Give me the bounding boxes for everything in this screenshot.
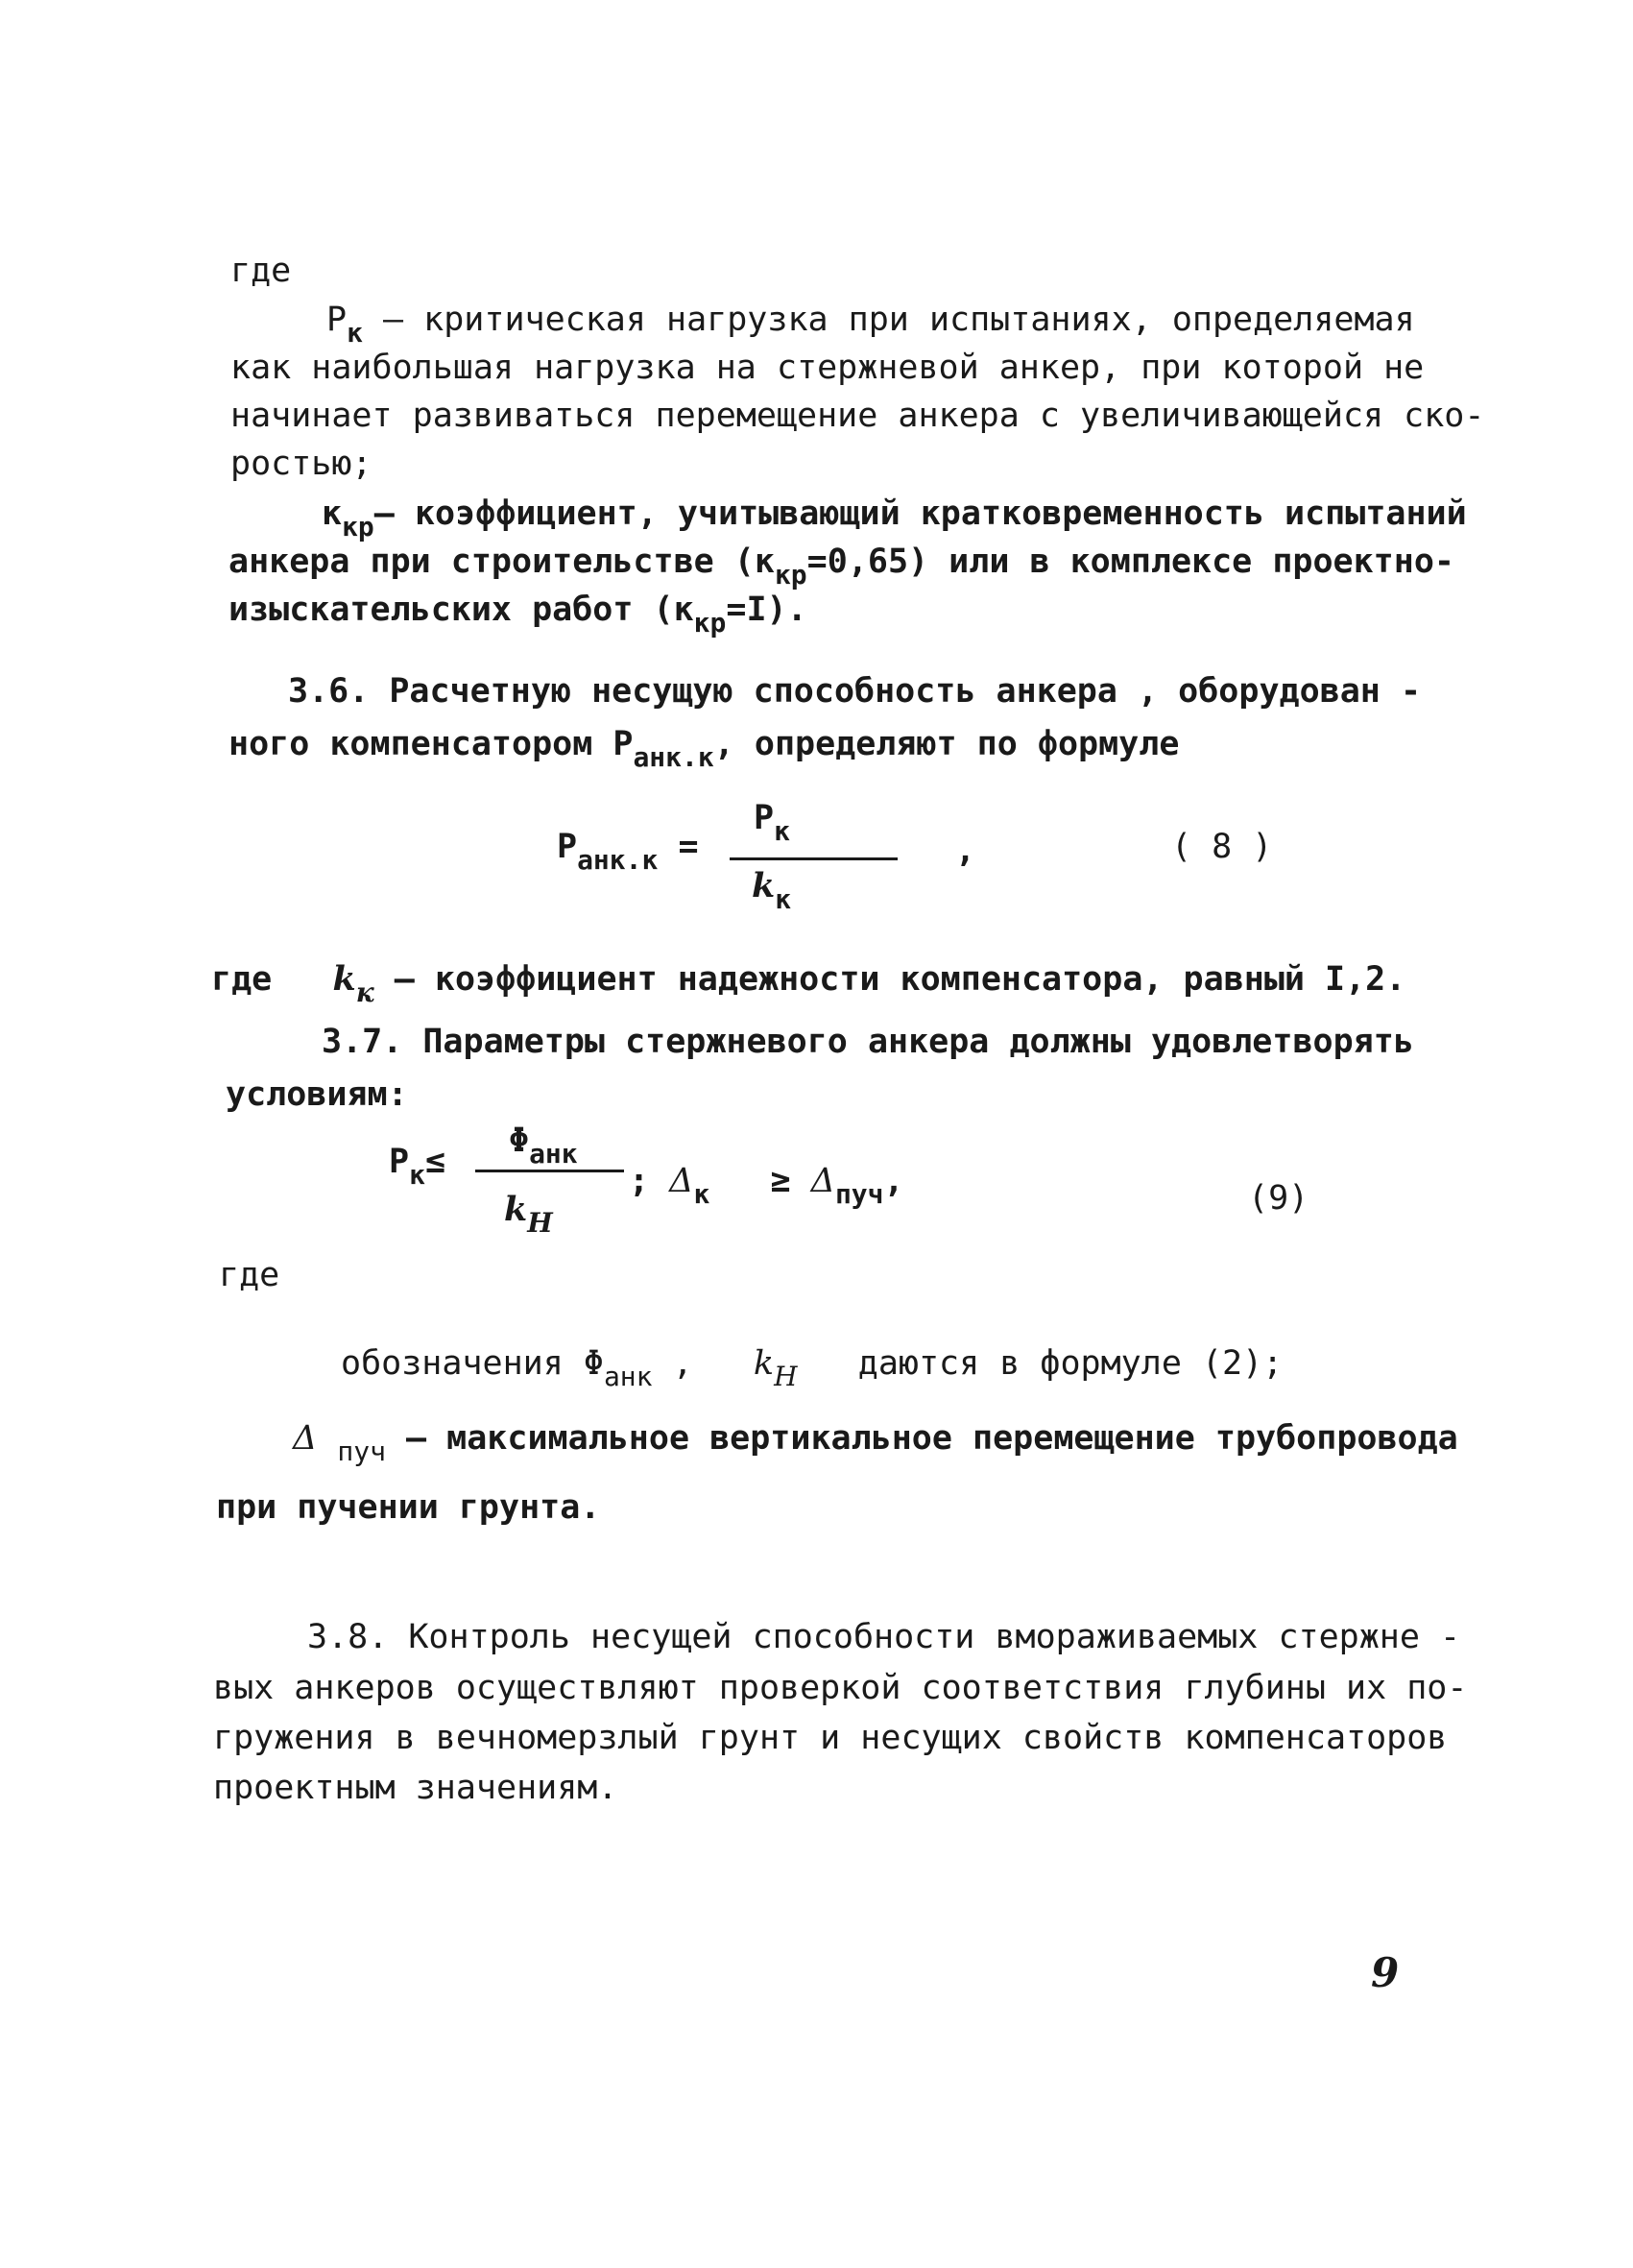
subscript: к bbox=[355, 977, 374, 1008]
formula-symbol: P bbox=[754, 799, 775, 837]
text-span: изыскательских работ (к bbox=[228, 591, 694, 629]
where-label-3 bbox=[219, 1256, 279, 1294]
text-span: 3.8. Контроль несущей способности вмораживаемых стержне - bbox=[307, 1618, 1461, 1656]
subscript: анк.к bbox=[577, 844, 659, 876]
delta-symbol: Δ bbox=[669, 1162, 694, 1200]
subscript: H bbox=[774, 1361, 798, 1392]
text-span: обозначения Φ bbox=[341, 1344, 604, 1383]
subscript: к bbox=[775, 883, 792, 915]
formula-9-denominator bbox=[504, 1190, 553, 1239]
subscript: анк bbox=[603, 1361, 653, 1392]
delta-puch-definition: – максимальное вертикальное перемещение трубопровода bbox=[406, 1419, 1458, 1458]
kk-symbol: k bbox=[332, 959, 356, 999]
formula-9-fraction-bar bbox=[475, 1170, 624, 1172]
formula-symbol: P bbox=[557, 828, 578, 866]
text-span: , bbox=[672, 1344, 693, 1383]
section-3-7-line-1 bbox=[322, 1023, 1414, 1061]
pk-symbol: P bbox=[326, 301, 348, 339]
text-span: ; bbox=[629, 1162, 650, 1200]
text-span: 3.6. Расчетную несущую способность анкера , оборудован - bbox=[288, 672, 1422, 711]
subscript: к bbox=[409, 1159, 425, 1191]
formula-9-numerator bbox=[509, 1122, 578, 1170]
text-line bbox=[216, 1488, 600, 1527]
section-3-8-line-1 bbox=[307, 1618, 1460, 1656]
section-3-8-line-4 bbox=[213, 1769, 617, 1807]
where-text: где bbox=[211, 960, 273, 999]
text-span: =0,65) или в комплексе проектно- bbox=[806, 543, 1454, 581]
subscript: пуч bbox=[834, 1178, 884, 1210]
formula-9-lhs bbox=[389, 1143, 446, 1191]
delta-symbol: Δ bbox=[293, 1419, 318, 1458]
text-span: ростью; bbox=[230, 445, 372, 483]
inequality-sign: ≥ bbox=[770, 1162, 791, 1200]
formula-8-comma bbox=[955, 832, 975, 870]
section-3-8-line-2 bbox=[213, 1669, 1467, 1707]
formula-9-number bbox=[1248, 1179, 1309, 1218]
formula-8-numerator bbox=[754, 799, 790, 847]
formula-8-denominator bbox=[752, 866, 792, 915]
text-line bbox=[228, 591, 807, 639]
section-3-8-line-3 bbox=[213, 1719, 1447, 1757]
subscript: H bbox=[527, 1207, 553, 1239]
subscript: анк bbox=[529, 1138, 578, 1170]
pk-definition: – критическая нагрузка при испытаниях, определяемая bbox=[383, 301, 1415, 339]
subscript: кр bbox=[774, 559, 807, 591]
formula-symbol: P bbox=[389, 1143, 410, 1181]
equation-number: (9) bbox=[1248, 1179, 1309, 1218]
formula-8-lhs bbox=[557, 828, 699, 876]
where-text: где bbox=[219, 1256, 280, 1294]
text-line bbox=[230, 445, 372, 483]
where-label-1 bbox=[230, 252, 291, 290]
text-span: =I). bbox=[726, 591, 807, 629]
text-line bbox=[230, 397, 1484, 435]
kk-definition-line bbox=[211, 959, 1406, 1008]
pk-subscript: к bbox=[347, 317, 363, 349]
equation-number: ( 8 ) bbox=[1171, 828, 1273, 866]
kkr-definition-line bbox=[322, 495, 1467, 543]
text-line bbox=[230, 349, 1424, 387]
subscript: пуч bbox=[337, 1436, 386, 1467]
formula-symbol: k bbox=[753, 1344, 775, 1383]
text-span: анкера при строительстве (к bbox=[228, 543, 775, 581]
page-number-text: 9 bbox=[1371, 1949, 1400, 1996]
formula-9-rest bbox=[629, 1162, 904, 1210]
text-span: гружения в вечномерзлый грунт и несущих свойств компенсаторов bbox=[213, 1719, 1448, 1757]
text-span: , определяют по формуле bbox=[713, 725, 1180, 763]
text-span: как наибольшая нагрузка на стержневой анкер, при которой не bbox=[230, 349, 1425, 387]
text-span: , bbox=[883, 1162, 904, 1200]
subscript: к bbox=[693, 1178, 710, 1210]
delta-puch-definition-line bbox=[293, 1419, 1458, 1467]
formula-8-fraction-bar bbox=[730, 857, 898, 860]
formula-8-number bbox=[1171, 828, 1272, 866]
text-span: даются в формуле (2); bbox=[857, 1344, 1284, 1383]
formula-symbol: k bbox=[752, 866, 776, 905]
text-span: 3.7. Параметры стержневого анкера должны удовлетворять bbox=[322, 1023, 1414, 1061]
kkr-definition: – коэффициент, учитывающий кратковременность испытаний bbox=[373, 495, 1467, 533]
text-span: ного компенсатором P bbox=[228, 725, 634, 763]
kk-definition: – коэффициент надежности компенсатора, равный I,2. bbox=[394, 960, 1406, 999]
kkr-symbol: к bbox=[322, 495, 343, 533]
section-3-6-line-1 bbox=[288, 672, 1421, 711]
text-line bbox=[228, 543, 1454, 591]
text-span: , bbox=[955, 832, 976, 870]
subscript: кр bbox=[693, 607, 727, 639]
kkr-subscript: кр bbox=[342, 511, 374, 543]
text-span: при пучении грунта. bbox=[216, 1488, 601, 1527]
subscript: к bbox=[774, 815, 790, 847]
formula-symbol: Φ bbox=[509, 1122, 530, 1160]
section-3-6-line-2 bbox=[228, 725, 1180, 773]
text-span: начинает развиваться перемещение анкера с увеличивающейся ско- bbox=[230, 397, 1485, 435]
subscript: анк.к bbox=[633, 741, 714, 773]
inequality-sign: ≤ bbox=[424, 1143, 446, 1181]
text-span: вых анкеров осуществляют проверкой соответствия глубины их по- bbox=[213, 1669, 1468, 1707]
notation-line bbox=[341, 1344, 1284, 1392]
page-number bbox=[1371, 1949, 1399, 1996]
pk-definition-line bbox=[326, 301, 1415, 349]
section-3-7-line-2 bbox=[226, 1075, 408, 1114]
where-text: где bbox=[230, 252, 292, 290]
text-span: условиям: bbox=[226, 1075, 408, 1114]
formula-symbol: k bbox=[504, 1190, 528, 1229]
equals-sign: = bbox=[678, 828, 699, 866]
delta-symbol: Δ bbox=[810, 1162, 835, 1200]
text-span: проектным значениям. bbox=[213, 1769, 618, 1807]
